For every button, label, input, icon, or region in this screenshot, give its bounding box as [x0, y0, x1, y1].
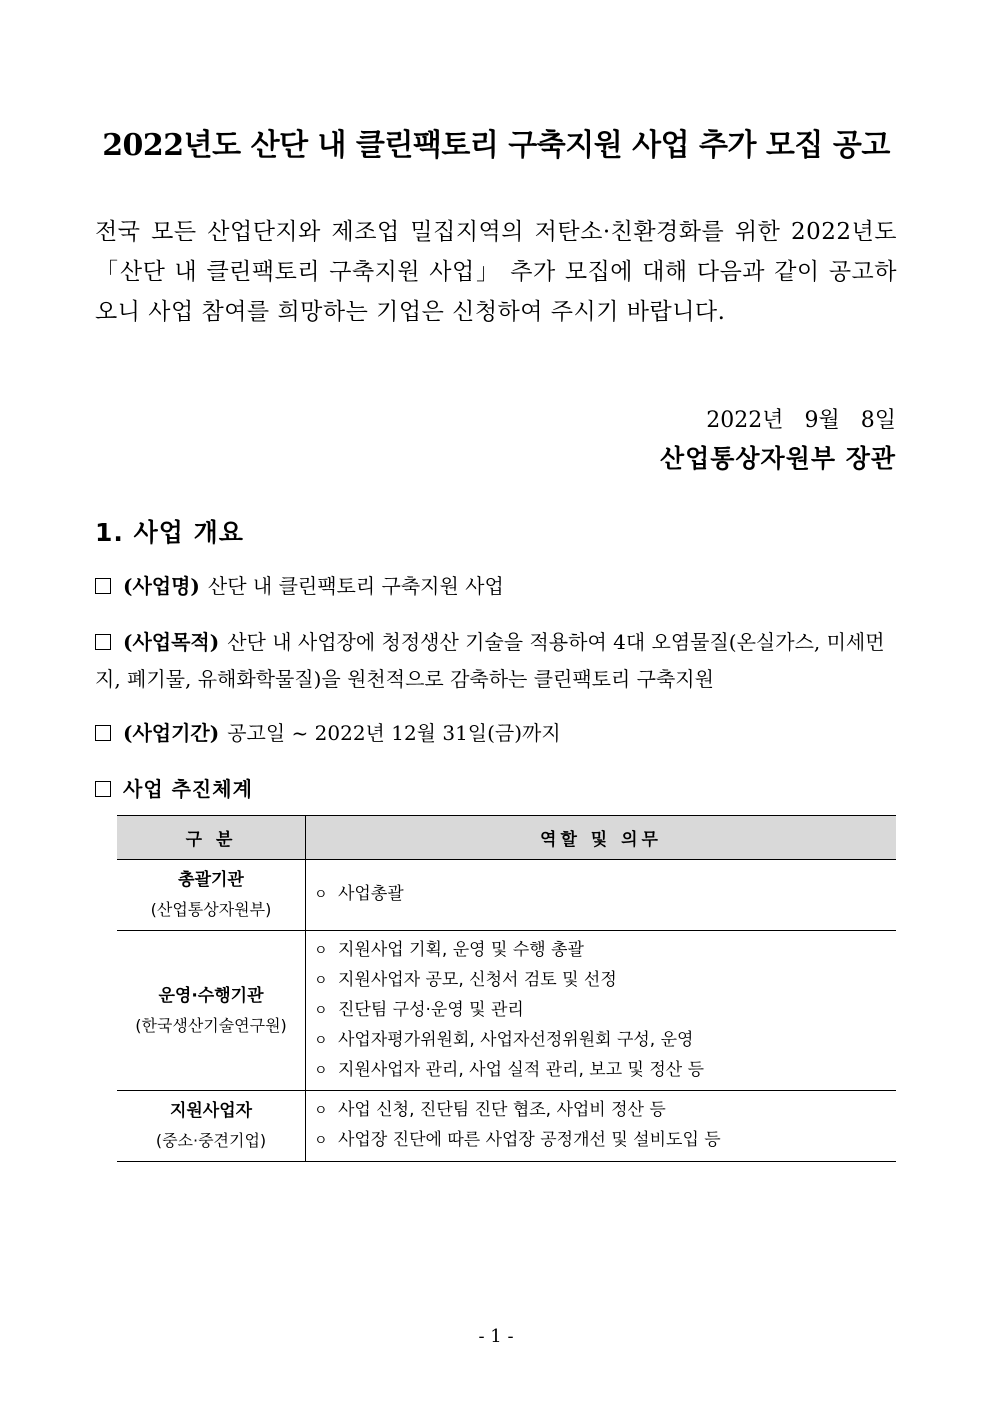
org-name: 운영·수행기관: [158, 985, 264, 1006]
roles-cell: [306, 860, 897, 931]
issuer: 산업통상자원부 장관: [659, 444, 896, 473]
checkbox-square-icon: [95, 578, 111, 594]
page-title: 2022년도 산단 내 클린팩토리 구축지원 사업 추가 모집 공고: [102, 128, 890, 163]
structure-table: [117, 815, 896, 1162]
role-item: ㅇ 지원사업자 공모, 신청서 검토 및 선정: [314, 966, 890, 996]
role-item: ㅇ 진단팀 구성·운영 및 관리: [314, 996, 890, 1026]
org-name: 총괄기관: [178, 870, 244, 890]
item-label: (사업목적): [123, 630, 220, 654]
org-sub: (한국생산기술연구원): [135, 1015, 287, 1035]
org-cell: [117, 860, 306, 931]
announcement-date: 2022년 9월 8일: [706, 408, 896, 433]
item-project-name: [95, 568, 900, 605]
role-item: ㅇ 사업 신청, 진단팀 진단 협조, 사업비 정산 등: [314, 1096, 890, 1126]
item-project-period: [95, 715, 900, 752]
item-text: 공고일 ~ 2022년 12월 31일(금)까지: [227, 721, 561, 745]
section-heading: 1. 사업 개요: [95, 518, 244, 547]
table-row: [117, 860, 896, 931]
item-text: 산단 내 클린팩토리 구축지원 사업: [207, 574, 504, 598]
checkbox-square-icon: [95, 725, 111, 741]
item-label: (사업기간): [123, 721, 220, 745]
role-item: ㅇ 사업자평가위원회, 사업자선정위원회 구성, 운영: [314, 1026, 890, 1056]
table-header-roles: 역할 및 의무: [306, 816, 897, 860]
table-header-row: [117, 816, 896, 860]
checkbox-square-icon: [95, 781, 111, 797]
item-text: 산단 내 사업장에 청정생산 기술을 적용하여 4대 오염물질(온실가스, 미세먼지, 폐기물, 유해화학물질)을 원천적으로 감축하는 클린팩토리 구축지원: [95, 630, 885, 691]
role-item: ㅇ 지원사업자 관리, 사업 실적 관리, 보고 및 정산 등: [314, 1056, 890, 1086]
org-cell: [117, 1091, 306, 1162]
role-item: ㅇ 지원사업 기획, 운영 및 수행 총괄: [314, 936, 890, 966]
roles-cell: [306, 931, 897, 1091]
roles-cell: [306, 1091, 897, 1162]
checkbox-square-icon: [95, 634, 111, 650]
org-sub: (중소·중견기업): [155, 1131, 267, 1150]
role-item: ㅇ 사업총괄: [314, 880, 890, 910]
org-cell: [117, 931, 306, 1091]
org-sub: (산업통상자원부): [150, 900, 272, 919]
table-row: [117, 1091, 896, 1162]
table-header-division: 구 분: [117, 816, 306, 860]
page-number: - 1 -: [478, 1326, 514, 1347]
intro-paragraph: 전국 모든 산업단지와 제조업 밀집지역의 저탄소·친환경화를 위한 2022년도 「산단 내 클린팩토리 구축지원 사업」 추가 모집에 대해 다음과 같이 공고하오니 사업 참여를 희망하는 기업은 신청하여 주시기 바랍니다.: [95, 219, 897, 325]
role-item: ㅇ 사업장 진단에 따른 사업장 공정개선 및 설비도입 등: [314, 1126, 890, 1156]
item-label: (사업명): [123, 574, 200, 598]
item-project-purpose: [95, 624, 900, 698]
table-row: [117, 931, 896, 1091]
structure-heading: 사업 추진체계: [123, 777, 253, 801]
org-name: 지원사업자: [169, 1101, 253, 1121]
item-structure: [95, 771, 900, 808]
